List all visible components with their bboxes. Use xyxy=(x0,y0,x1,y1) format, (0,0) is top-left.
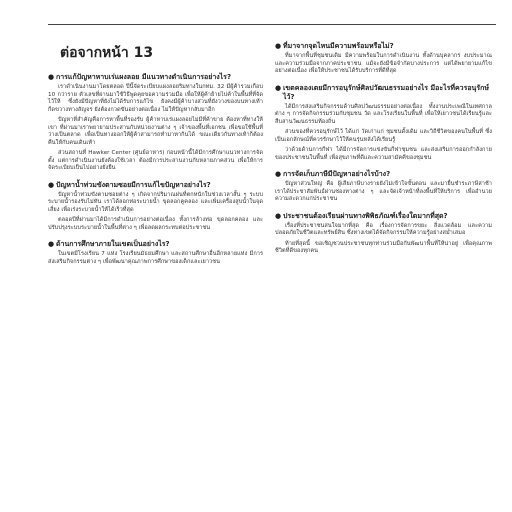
answer-paragraph: ปัญหาส่วนใหญ่ คือ ผู้เสียภาษีบางรายยังไม่เข้าใจขั้นตอน และมายื่นชำระภาษีล่าช้า เราได้ประชาสัมพันธ์ผ่านช่องทางต่าง ๆ และจัดเจ้าหน้าที่ลงพื้นที่ให้บริการ เพื่ออำนวยความสะดวกแก่ประชาชน xyxy=(275,181,492,202)
answer-paragraph: ว่าด้วยด้านการกีฬา ได้มีการจัดการแข่งขันกีฬาชุมชน และส่งเสริมการออกกำลังกายของประชาชนในพื้นที่ เพื่อสุขภาพที่ดีและความสามัคคีของชุมชน xyxy=(275,147,492,161)
bullet-icon: ● xyxy=(275,170,282,178)
article-section xyxy=(275,84,492,163)
bullet-icon: ● xyxy=(275,83,282,92)
answer-paragraph: ตลอดปีที่ผ่านมาได้มีการดำเนินการอย่างต่อเนื่อง ทั้งการล้างท่อ ขุดลอกคลอง และปรับปรุงระบบระบายน้ำในพื้นที่ต่าง ๆ เพื่อลดผลกระทบต่อประชาชน xyxy=(48,217,263,231)
question-heading xyxy=(275,212,492,221)
article-section xyxy=(48,73,263,173)
page-title: ต่อจากหน้า 13 xyxy=(60,45,154,61)
answer-paragraph: ท้ายที่สุดนี้ ขอเชิญชวนประชาชนทุกท่านร่วมมือกันพัฒนาพื้นที่ให้น่าอยู่ เพื่อคุณภาพชีวิตที่ดีของทุกคน xyxy=(275,240,492,254)
question-text: ด้านการศึกษาภายในเขตเป็นอย่างไร? xyxy=(56,240,170,248)
question-text: ประชาชนต้องเรียนผ่านทางพิพิธภัณฑ์เรื่องใดมากที่สุด? xyxy=(283,211,448,220)
question-text: การแก้ปัญหาหาบเร่แผงลอย มีแนวทางดำเนินการอย่างไร? xyxy=(56,73,232,81)
answer-paragraph: ปัญหาที่สำคัญคือการหาพื้นที่รองรับ ผู้ค้าหาบเร่แผงลอยไม่มีที่ค้าขาย ต้องหาที่ทางให้เขา ที่ผ่านมาเราพยายามประสานกับหน่วยงานต่าง ๆ เจ้าของพื้นที่เอกชน เพื่อขอใช้พื้นที่ว่างเป็นตลาด เพื่อเป็นทางออกให้ผู้ค้าสามารถทำมาหากินได้ ขณะเดียวกันทางเท้าก็ต้องคืนให้กับคนเดินเท้า xyxy=(48,117,263,146)
question-text: ที่มาจากจุดไหนมีความพร้อมหรือไม่? xyxy=(283,42,394,50)
question-heading xyxy=(275,42,492,51)
answer-paragraph: ส่วนของที่ควรอนุรักษ์ไว้ ได้แก่ วัดเก่าแก่ ชุมชนดั้งเดิม และวิถีชีวิตของคนในพื้นที่ ซึ่งเป็นเอกลักษณ์ที่ควรรักษาไว้ให้คนรุ่นหลังได้เรียนรู้ xyxy=(275,129,492,143)
answer-paragraph: ส่วนสถานที่ Hawker Center (ศูนย์อาหาร) ก่อนหน้านี้ได้มีการศึกษาแนวทางการจัดตั้ง แต่การดำเนินงานยังต้องใช้เวลา ต้องมีการประสานงานกับหลายภาคส่วน เพื่อให้การจัดระเบียบเป็นไปอย่างยั่งยืน xyxy=(48,150,263,171)
article-section xyxy=(48,181,263,233)
top-rule xyxy=(48,24,496,25)
bullet-icon: ● xyxy=(48,73,55,81)
right-column xyxy=(275,42,492,264)
bullet-icon: ● xyxy=(275,42,282,50)
left-column xyxy=(48,42,263,274)
question-text: ปัญหาน้ำท่วมขังตามซอยมีการแก้ไขปัญหาอย่างไร? xyxy=(56,180,211,189)
question-text: การจัดเก็บภาษีมีปัญหาอย่างไรบ้าง? xyxy=(283,170,391,178)
question-heading xyxy=(275,84,492,102)
answer-paragraph: เราดำเนินงานมาโดยตลอด ปีนี้จัดระเบียบแผงลอยริมทางในกทม. 32 มีผู้ค้ารวมเกือบ 10 กว่าราย ตัวเลขที่ผ่านมาใช้วิธีพูดคุยขอความร่วมมือ เพื่อให้ผู้ค้าย้ายไปค้าในพื้นที่ที่จัดไว้ให้ ซึ่งยังมีปัญหาที่ยังไม่ได้รับการแก้ไข ยังคงมีผู้ค้าบางส่วนที่ยังวางของบนทางเท้า กีดขวางทางสัญจร ยังต้องกวดขันอย่างต่อเนื่อง ไม่ให้ปัญหากลับมาอีก xyxy=(48,84,263,113)
answer-paragraph: ในเขตมีโรงเรียน 7 แห่ง โรงเรียนมัธยมศึกษา และสถานศึกษาอื่นอีกหลายแห่ง มีการส่งเสริมกิจกรรมต่าง ๆ เพื่อพัฒนาคุณภาพการศึกษาของเด็กและเยาวชน xyxy=(48,251,263,265)
bullet-icon: ● xyxy=(48,240,55,248)
question-heading xyxy=(48,73,263,82)
bullet-icon: ● xyxy=(275,211,282,220)
article-section xyxy=(275,42,492,76)
question-heading xyxy=(275,170,492,179)
question-heading xyxy=(48,181,263,190)
answer-paragraph: ปัญหาน้ำท่วมขังตามซอยต่าง ๆ เกิดจากปริมาณฝนที่ตกหนักในช่วงเวลาสั้น ๆ ระบบระบายน้ำรองรับไม่ทัน เราได้ลอกท่อระบายน้ำ ขุดลอกคูคลอง และเพิ่มเครื่องสูบน้ำในจุดเสี่ยง เพื่อเร่งระบายน้ำให้ได้เร็วที่สุด xyxy=(48,191,263,213)
question-heading xyxy=(48,240,263,249)
bullet-icon: ● xyxy=(48,180,55,189)
answer-paragraph: ได้มีการส่งเสริมกิจกรรมด้านศิลปวัฒนธรรมอย่างต่อเนื่อง ทั้งงานประเพณีในเทศกาลต่าง ๆ การจัดกิจกรรมร่วมกับชุมชน วัด และโรงเรียนในพื้นที่ เพื่อให้เยาวชนได้เรียนรู้และสืบสานวัฒนธรรมท้องถิ่น xyxy=(275,103,492,125)
answer-paragraph: เรื่องที่ประชาชนสนใจมากที่สุด คือ เรื่องการจัดการขยะ สิ่งแวดล้อม และความปลอดภัยในชีวิตและทรัพย์สิน ซึ่งทางเขตได้จัดกิจกรรมให้ความรู้อย่างสม่ำเสมอ xyxy=(275,222,492,236)
article-section xyxy=(48,240,263,266)
article-section xyxy=(275,212,492,256)
article-section xyxy=(275,170,492,204)
answer-paragraph: ที่มาจากพื้นที่ชุมชนเดิม มีความพร้อมในการดำเนินงาน ทั้งด้านบุคลากร งบประมาณ และความร่วมมือจากภาคประชาชน แม้จะยังมีข้อจำกัดบางประการ แต่ได้พยายามแก้ไขอย่างต่อเนื่อง เพื่อให้ประชาชนได้รับบริการที่ดีที่สุด xyxy=(275,53,492,74)
question-text: เขตคลองเตยมีการอนุรักษ์ศิลปวัฒนธรรมอย่างไร มีอะไรที่ควรอนุรักษ์ไว้? xyxy=(283,83,489,101)
